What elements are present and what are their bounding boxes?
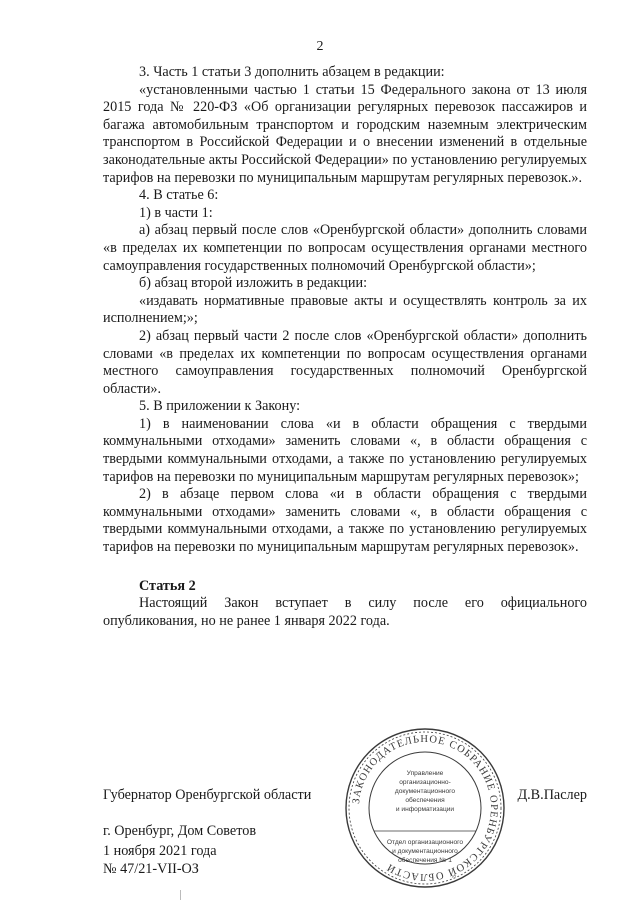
amendment-item-4-2: 2) абзац первый части 2 после слов «Оренбургской области» дополнить словами «в пределах их компетенции по вопросам осуществления органами местного самоуправления государственных полномочий Оренбургской области». xyxy=(103,327,587,397)
amendment-text-4-1-b: «издавать нормативные правовые акты и осуществлять контроль за их исполнением;»; xyxy=(103,292,587,327)
stamp-inner-line: Управление xyxy=(406,770,444,777)
stamp-inner-line: обеспечения № 1 xyxy=(398,857,452,864)
stamp-outer-text: ЗАКОНОДАТЕЛЬНОЕ СОБРАНИЕ ОРЕНБУРГСКОЙ ОБЛАСТИ xyxy=(351,733,500,883)
signatory-name: Д.В.Паслер xyxy=(517,787,587,803)
amendment-item-4: 4. В статье 6: xyxy=(139,187,219,204)
stamp-inner-line: и информатизации xyxy=(395,806,455,813)
amendment-item-4-1: 1) в части 1: xyxy=(139,204,213,221)
amendment-item-4-1-a: а) абзац первый после слов «Оренбургской области» дополнить словами «в пределах их компетенции по вопросам осуществления органами местного самоуправления государственных полномочий Оренбургской области»; xyxy=(103,222,587,274)
stamp-inner-line: и документационного xyxy=(392,848,458,855)
amendment-item-5: 5. В приложении к Закону: xyxy=(139,398,301,415)
stamp-inner-line: организационно- xyxy=(399,779,451,786)
amendment-item-3: 3. Часть 1 статьи 3 дополнить абзацем в редакции: xyxy=(139,64,445,80)
signing-place: г. Оренбург, Дом Советов xyxy=(103,823,257,839)
document-body xyxy=(103,64,587,630)
stamp-inner-line: документационного xyxy=(394,788,456,795)
stamp-inner-line: Отдел организационного xyxy=(386,839,464,846)
article-2-text: Настоящий Закон вступает в силу после его официального опубликования, но не ранее 1 января 2022 года. xyxy=(103,595,587,629)
scan-mark xyxy=(180,890,181,900)
amendment-text-3: «установленными частью 1 статьи 15 Федерального закона от 13 июля 2015 года № 220-ФЗ «Об организации регулярных перевозок пассажиров и багажа автомобильным транспортом и городским наземным электрическим транспортом в Российской Федерации и о внесении изменений в отдельные законодательные акты Российской Федерации» по установлению регулируемых тарифов на перевозки по муниципальным маршрутам регулярных перевозок.». xyxy=(103,81,587,186)
law-number: № 47/21-VII-ОЗ xyxy=(103,861,199,877)
article-2-heading: Статья 2 xyxy=(139,577,196,594)
signing-date: 1 ноября 2021 года xyxy=(103,843,217,859)
stamp-graphic xyxy=(344,727,506,889)
amendment-item-4-1-b: б) абзац второй изложить в редакции: xyxy=(139,275,368,292)
stamp-inner-line: обеспечения xyxy=(405,797,445,804)
amendment-item-5-2: 2) в абзаце первом слова «и в области обращения с твердыми коммунальными отходами» заменить словами «, в области обращения с твердыми коммунальными отходами, а также по установлению регулируемых тарифов на перевозки по муниципальным маршрутам регулярных перевозок». xyxy=(103,486,587,556)
signatory-position: Губернатор Оренбургской области xyxy=(103,787,312,803)
official-stamp xyxy=(344,727,506,889)
page-number: 2 xyxy=(316,39,324,54)
amendment-item-5-1: 1) в наименовании слова «и в области обращения с твердыми коммунальными отходами» заменить словами «, в области обращения с твердыми коммунальными отходами, а также по установлению регулируемых тарифов на перевозки по муниципальным маршрутам регулярных перевозок»; xyxy=(103,415,587,485)
